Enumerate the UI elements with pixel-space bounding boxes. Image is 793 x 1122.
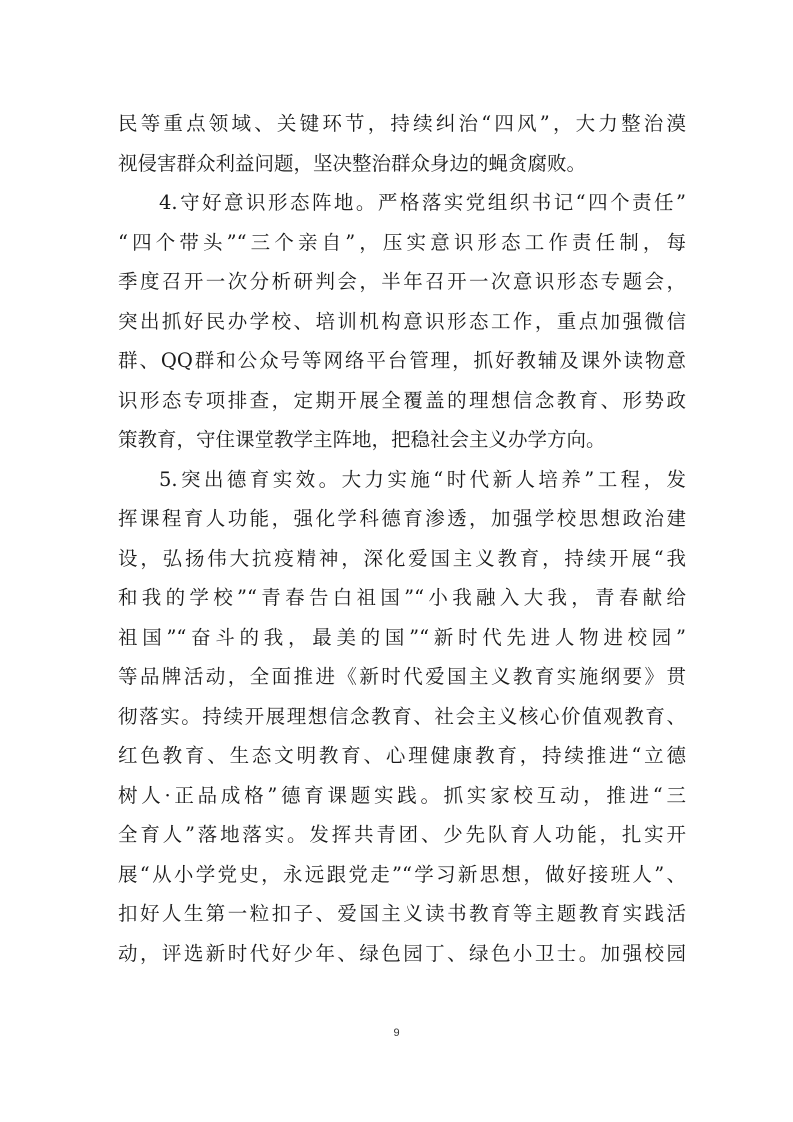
body-text — [118, 104, 686, 973]
text-line: 展“从小学党史，永远跟党走”“学习新思想，做好接班人”、 — [118, 862, 686, 886]
page-number: 9 — [393, 1027, 400, 1039]
text-line: 4.守好意识形态阵地。严格落实党组织书记“四个责任” — [159, 191, 686, 214]
text-line: 挥课程育人功能，强化学科德育渗透，加强学校思想政治建 — [118, 507, 686, 530]
text-line: “四个带头”“三个亲自”，压实意识形态工作责任制，每 — [118, 230, 686, 254]
text-line: 策教育，守住课堂教学主阵地，把稳社会主义办学方向。 — [118, 428, 606, 451]
text-line: 5.突出德育实效。大力实施“时代新人培养”工程，发 — [159, 467, 686, 491]
text-line: 等品牌活动，全面推进《新时代爱国主义教育实施纲要》贯 — [118, 665, 686, 688]
text-line: 识形态专项排查，定期开展全覆盖的理想信念教育、形势政 — [118, 388, 686, 412]
text-line: 全育人”落地落实。发挥共青团、少先队育人功能，扎实开 — [118, 823, 686, 846]
text-line: 视侵害群众利益问题，坚决整治群众身边的蝇贪腐败。 — [118, 151, 587, 175]
text-line: 祖国”“奋斗的我，最美的国”“新时代先进人物进校园” — [118, 625, 686, 649]
text-line: 树人·正品成格”德育课题实践。抓实家校互动，推进“三 — [118, 783, 686, 807]
text-line: 突出抓好民办学校、培训机构意识形态工作，重点加强微信 — [118, 309, 686, 333]
text-line: 动，评选新时代好少年、绿色园丁、绿色小卫士。加强校园 — [118, 941, 686, 965]
text-line: 红色教育、生态文明教育、心理健康教育，持续推进“立德 — [118, 744, 686, 767]
text-line: 设，弘扬伟大抗疫精神，深化爱国主义教育，持续开展“我 — [118, 546, 686, 570]
text-line: 彻落实。持续开展理想信念教育、社会主义核心价值观教育、 — [118, 704, 686, 728]
text-line: 扣好人生第一粒扣子、爱国主义读书教育等主题教育实践活 — [118, 902, 686, 925]
text-line: 民等重点领域、关键环节，持续纠治“四风”，大力整治漠 — [118, 112, 686, 135]
text-line: 季度召开一次分析研判会，半年召开一次意识形态专题会， — [118, 270, 686, 293]
text-line: 和我的学校”“青春告白祖国”“小我融入大我，青春献给 — [118, 586, 686, 609]
text-line: 群、QQ群和公众号等网络平台管理，抓好教辅及课外读物意 — [118, 349, 686, 372]
